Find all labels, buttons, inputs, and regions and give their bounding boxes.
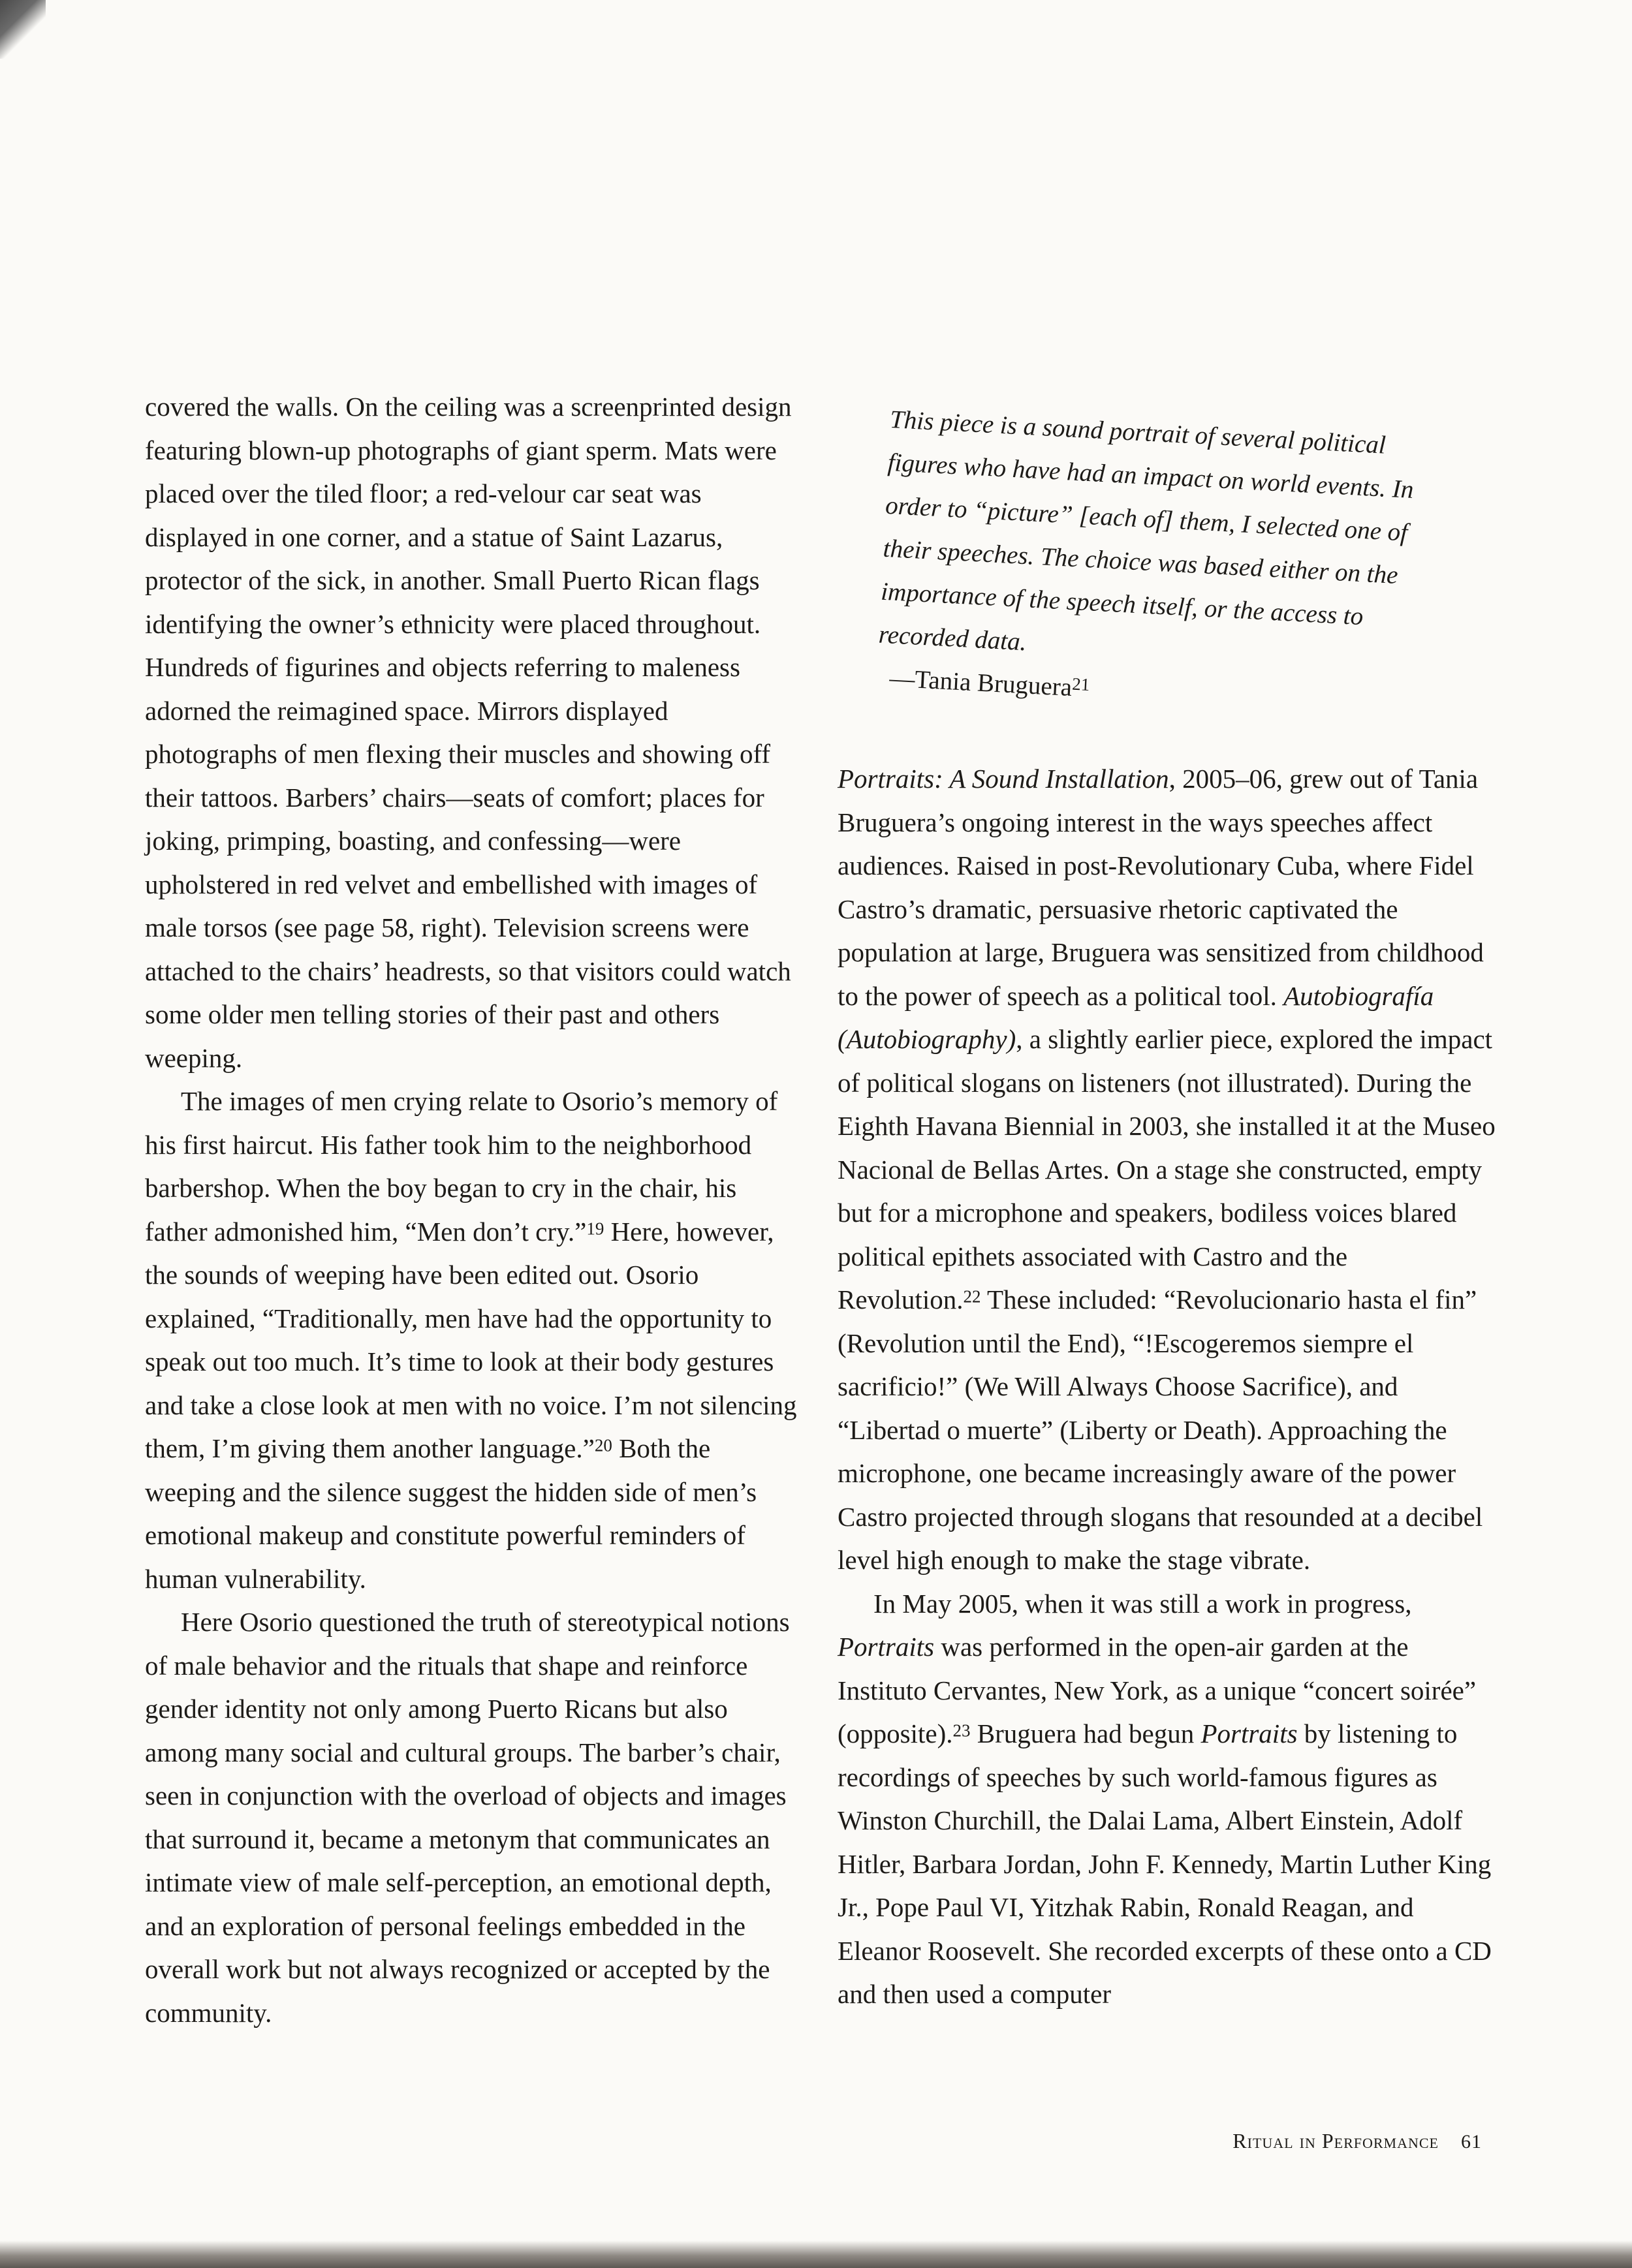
work-title-autobiografia: Autobiografía (Autobiography) <box>838 980 1434 1054</box>
right-paragraph-2 <box>838 1582 1496 2016</box>
work-title-portraits: Portraits: A Sound Installation <box>838 764 1169 794</box>
footnote-ref-22: 22 <box>963 1286 981 1307</box>
page-footer <box>1232 2129 1482 2153</box>
footnote-ref-19: 19 <box>586 1219 604 1239</box>
right-paragraph-2-part-d: by listening to recordings of speeches by such world-famous figures as Winston Churchill, the Dalai Lama, Albert Einstein, Adolf Hitler, Barbara Jordan, John F. Kennedy, Martin Luther King Jr., Pope Paul VI, Yitzhak Rabin, Ronald Reagan, and Eleanor Roosevelt. She recorded excerpts of these onto a CD and then used a computer <box>838 1718 1492 2009</box>
left-paragraph-3: Here Osorio questioned the truth of stereotypical notions of male behavior and the rituals that shape and reinforce gender identity not only among Puerto Ricans but also among many social and cultural groups. The barber’s chair, seen in conjunction with the overload of objects and images that surround it, became a metonym that communicates an intimate view of male self-perception, an emotional depth, and an exploration of personal feelings embedded in the overall work but not always recognized or accepted by the community. <box>145 1607 790 2028</box>
left-column <box>145 385 801 2034</box>
right-paragraph-1-part-c: These included: “Revolucionario hasta el fin” (Revolution until the End), “!Escogeremos siempre el sacrificio!” (We Will Always Choose Sacrifice), and “Libertad o muerte” (Liberty or Death). Approaching the microphone, one became increasingly aware of the power Castro projected through slogans that resounded at a decibel level high enough to make the stage vibrate. <box>838 1284 1483 1575</box>
footnote-ref-20: 20 <box>594 1435 612 1455</box>
left-paragraph-2-part-b: Here, however, the sounds of weeping have been edited out. Osorio explained, “Traditionally, men have had the opportunity to speak out too much. It’s time to look at their body gestures and take a close look at men with no voice. I’m not silencing them, I’m giving them another language.” <box>145 1216 797 1463</box>
page-corner-shadow <box>0 0 46 59</box>
right-paragraph-2-part-a: In May 2005, when it was still a work in progress, <box>873 1588 1412 1619</box>
left-paragraph-2-part-a: The images of men crying relate to Osorio’s memory of his first haircut. His father took him to the neighborhood barbershop. When the boy began to cry in the chair, his father admonished him, “Men don’t cry.” <box>145 1086 778 1247</box>
work-title-portraits-2: Portraits <box>838 1632 935 1662</box>
work-title-portraits-3: Portraits <box>1200 1718 1298 1748</box>
epigraph-text: This piece is a sound portrait of several political figures who have had an impact on world events. In order to “picture” [each of] them, I selected one of their speeches. The choice was based either on the importance of the speech itself, or the access to recorded data. <box>877 405 1415 657</box>
running-head: Ritual in Performance <box>1232 2129 1439 2152</box>
right-paragraph-1-part-b: , a slightly earlier piece, explored the impact of political slogans on listeners (not illustrated). During the Eighth Havana Biennial in 2003, she installed it at the Museo Nacional de Bellas Artes. On a stage she constructed, empty but for a microphone and speakers, bodiless voices blared political epithets associated with Castro and the Revolution. <box>838 1024 1496 1314</box>
footnote-ref-23: 23 <box>952 1720 971 1741</box>
epigraph-quote <box>875 398 1458 729</box>
right-paragraph-1-part-a: , 2005–06, grew out of Tania Bruguera’s ongoing interest in the ways speeches affect audiences. Raised in post-Revolutionary Cuba, where Fidel Castro’s dramatic, persuasive rhetoric captivated the population at large, Bruguera was sensitized from childhood to the power of speech as a political tool. <box>838 764 1484 1011</box>
left-paragraph-2 <box>145 1080 801 1600</box>
right-paragraph-2-part-b: was performed in the open-air garden at the Instituto Cervantes, New York, as a unique “concert soirée” (opposite). <box>838 1632 1477 1748</box>
left-paragraph-2-part-c: Both the weeping and the silence suggest the hidden side of men’s emotional makeup and constitute powerful reminders of human vulnerability. <box>145 1433 757 1594</box>
page-bottom-edge <box>0 2241 1632 2268</box>
footnote-ref-21: 21 <box>1071 674 1091 695</box>
right-paragraph-1 <box>838 757 1496 1582</box>
left-paragraph-1: covered the walls. On the ceiling was a screenprinted design featuring blown-up photographs of giant sperm. Mats were placed over the tiled floor; a red-velour car seat was displayed in one corner, and a statue of Saint Lazarus, protector of the sick, in another. Small Puerto Rican flags identifying the owner’s ethnicity were placed throughout. Hundreds of figurines and objects referring to maleness adorned the reimagined space. Mirrors displayed photographs of men flexing their muscles and showing off their tattoos. Barbers’ chairs—seats of comfort; places for joking, primping, boasting, and confessing—were upholstered in red velvet and embellished with images of male torsos (see page 58, right). Television screens were attached to the chairs’ headrests, so that visitors could watch some older men telling stories of their past and others weeping. <box>145 392 792 1073</box>
right-paragraph-2-part-c: Bruguera had begun <box>970 1718 1201 1748</box>
epigraph-author: —Tania Bruguera <box>888 664 1073 702</box>
right-column <box>838 757 1496 2016</box>
page-number: 61 <box>1461 2131 1482 2152</box>
